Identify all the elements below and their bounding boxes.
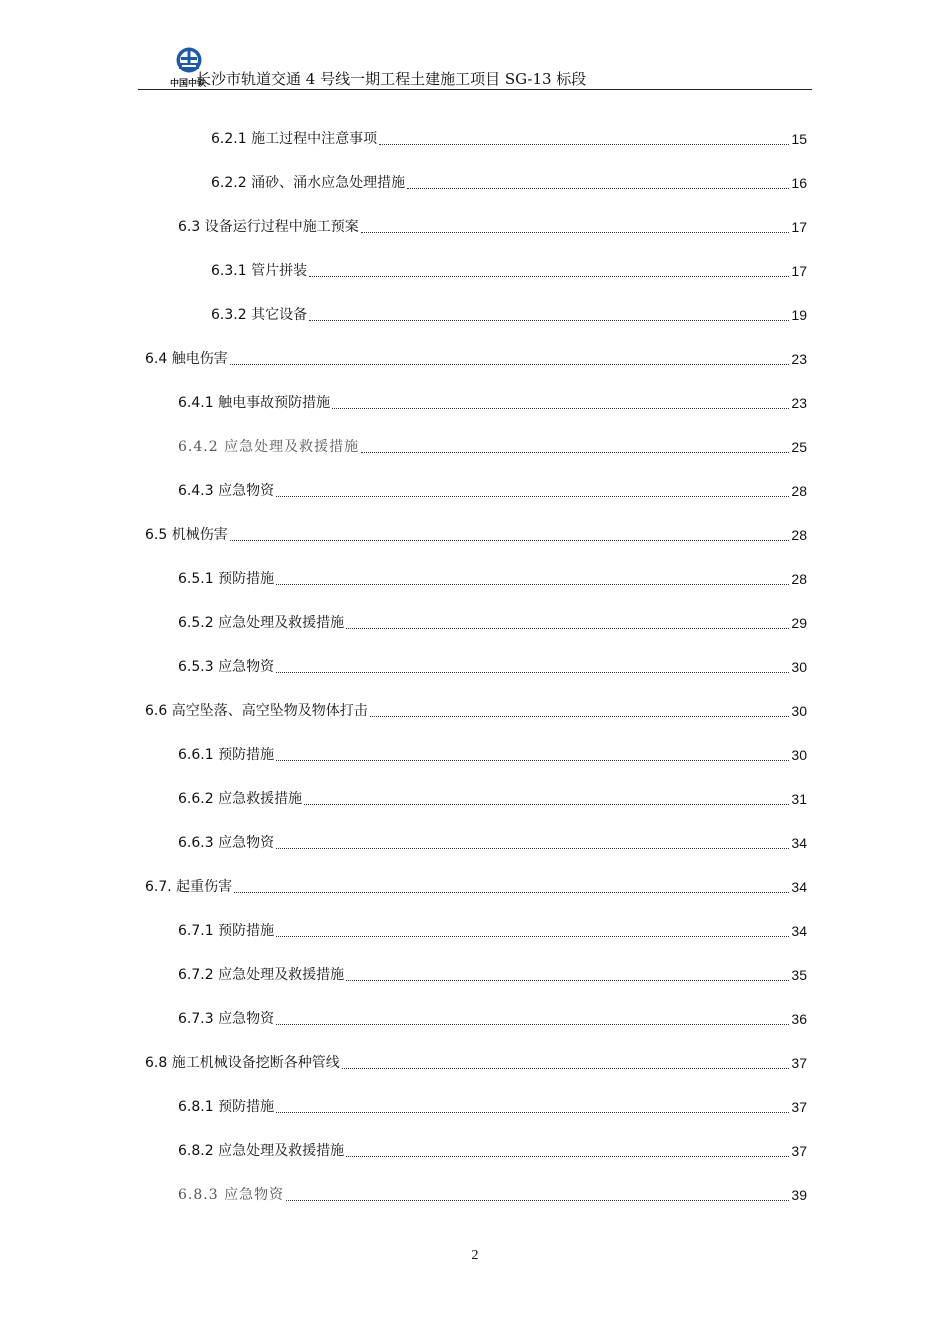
- toc-leader-dots: [346, 1156, 789, 1157]
- toc-leader-dots: [230, 540, 790, 541]
- toc-entry-page: 28: [791, 483, 807, 499]
- toc-entry-title: 6.7.3 应急物资: [178, 1011, 275, 1027]
- toc-entry-title: 6.8.3 应急物资: [178, 1187, 285, 1203]
- toc-entry-page: 39: [791, 1187, 807, 1203]
- toc-entry-title: 6.7.2 应急处理及救援措施: [178, 967, 345, 983]
- toc-entry-title: 6.8.1 预防措施: [178, 1099, 275, 1115]
- toc-entry[interactable]: [178, 1006, 807, 1028]
- toc-leader-dots: [407, 188, 789, 189]
- toc-leader-dots: [309, 276, 789, 277]
- toc-entry-page: 17: [791, 219, 807, 235]
- toc-leader-dots: [286, 1200, 789, 1201]
- toc-entry-page: 37: [791, 1055, 807, 1071]
- toc-entry-page: 29: [791, 615, 807, 631]
- toc-entry-title: 6.4.2 应急处理及救援措施: [178, 439, 360, 455]
- toc-leader-dots: [276, 672, 789, 673]
- toc-leader-dots: [276, 848, 789, 849]
- logo-text: 中国中铁: [170, 79, 207, 89]
- toc-entry[interactable]: [178, 1182, 807, 1204]
- toc-entry[interactable]: [178, 962, 807, 984]
- toc-entry-title: 6.6.1 预防措施: [178, 747, 275, 763]
- toc-entry[interactable]: [145, 522, 807, 544]
- toc-leader-dots: [304, 804, 789, 805]
- toc-entry[interactable]: [178, 918, 807, 940]
- toc-entry[interactable]: [178, 434, 807, 456]
- toc-entry-title: 6.3.1 管片拼装: [211, 263, 308, 279]
- toc-entry-title: 6.4 触电伤害: [145, 351, 228, 367]
- toc-entry-title: 6.2.2 涌砂、涌水应急处理措施: [211, 175, 406, 191]
- toc-leader-dots: [276, 760, 789, 761]
- toc-entry-page: 30: [791, 659, 807, 675]
- toc-entry-title: 6.6.2 应急救援措施: [178, 791, 303, 807]
- toc-leader-dots: [276, 936, 789, 937]
- toc-entry-page: 35: [791, 967, 807, 983]
- toc-entry-title: 6.7.1 预防措施: [178, 923, 275, 939]
- toc-entry[interactable]: [178, 742, 807, 764]
- toc-entry-page: 37: [791, 1099, 807, 1115]
- toc-entry-page: 23: [791, 395, 807, 411]
- toc-entry-title: 6.2.1 施工过程中注意事项: [211, 131, 378, 147]
- toc-entry[interactable]: [178, 1094, 807, 1116]
- toc-entry[interactable]: [178, 478, 807, 500]
- toc-entry-page: 37: [791, 1143, 807, 1159]
- toc-entry[interactable]: [178, 390, 807, 412]
- toc-entry-page: 17: [791, 263, 807, 279]
- toc-entry[interactable]: [211, 170, 807, 192]
- toc-entry-page: 30: [791, 747, 807, 763]
- toc-leader-dots: [370, 716, 790, 717]
- toc-entry[interactable]: [211, 126, 807, 148]
- toc-leader-dots: [234, 892, 789, 893]
- toc-entry-title: 6.3 设备运行过程中施工预案: [178, 219, 359, 235]
- toc-leader-dots: [276, 496, 789, 497]
- toc-entry-title: 6.3.2 其它设备: [211, 307, 308, 323]
- toc-entry-page: 28: [791, 571, 807, 587]
- toc-entry-title: 6.6 高空坠落、高空坠物及物体打击: [145, 703, 368, 719]
- toc-leader-dots: [309, 320, 789, 321]
- toc-entry-title: 6.4.3 应急物资: [178, 483, 275, 499]
- toc-entry-page: 16: [791, 175, 807, 191]
- toc-leader-dots: [230, 364, 790, 365]
- toc-leader-dots: [332, 408, 789, 409]
- toc-entry-title: 6.8.2 应急处理及救援措施: [178, 1143, 345, 1159]
- toc-leader-dots: [379, 144, 789, 145]
- toc-entry-title: 6.7. 起重伤害: [145, 879, 233, 895]
- header-title: 长沙市轨道交通 4 号线一期工程土建施工项目 SG-13 标段: [196, 70, 587, 88]
- toc-entry-title: 6.5.2 应急处理及救援措施: [178, 615, 345, 631]
- toc-leader-dots: [346, 628, 789, 629]
- toc-entry-title: 6.5.1 预防措施: [178, 571, 275, 587]
- toc-entry-page: 31: [791, 791, 807, 807]
- toc-entry-title: 6.8 施工机械设备挖断各种管线: [145, 1055, 340, 1071]
- toc-entry-page: 34: [791, 923, 807, 939]
- toc-entry-title: 6.6.3 应急物资: [178, 835, 275, 851]
- toc-leader-dots: [276, 1112, 789, 1113]
- toc-entry-page: 15: [791, 131, 807, 147]
- toc-entry-title: 6.5.3 应急物资: [178, 659, 275, 675]
- toc-entry[interactable]: [145, 698, 807, 720]
- toc-entry-title: 6.4.1 触电事故预防措施: [178, 395, 331, 411]
- toc-entry[interactable]: [211, 258, 807, 280]
- toc-leader-dots: [346, 980, 789, 981]
- toc-entry-page: 36: [791, 1011, 807, 1027]
- toc-leader-dots: [276, 584, 789, 585]
- toc-entry[interactable]: [178, 1138, 807, 1160]
- toc-leader-dots: [276, 1024, 789, 1025]
- toc-entry[interactable]: [211, 302, 807, 324]
- toc-entry[interactable]: [145, 346, 807, 368]
- page-number: 2: [471, 1248, 479, 1263]
- toc-entry[interactable]: [178, 786, 807, 808]
- toc-entry-page: 34: [791, 835, 807, 851]
- toc-entry-page: 30: [791, 703, 807, 719]
- toc-leader-dots: [361, 232, 790, 233]
- toc-entry[interactable]: [145, 1050, 807, 1072]
- toc-entry-page: 28: [791, 527, 807, 543]
- toc-leader-dots: [361, 452, 789, 453]
- toc-entry[interactable]: [145, 874, 807, 896]
- toc-entry-page: 19: [791, 307, 807, 323]
- toc-entry[interactable]: [178, 654, 807, 676]
- toc-entry-title: 6.5 机械伤害: [145, 527, 228, 543]
- toc-entry-page: 25: [791, 439, 807, 455]
- toc-entry[interactable]: [178, 566, 807, 588]
- toc-entry-page: 23: [791, 351, 807, 367]
- toc-entry[interactable]: [178, 214, 807, 236]
- toc-entry[interactable]: [178, 830, 807, 852]
- toc-leader-dots: [342, 1068, 790, 1069]
- toc-entry-page: 34: [791, 879, 807, 895]
- toc-entry[interactable]: [178, 610, 807, 632]
